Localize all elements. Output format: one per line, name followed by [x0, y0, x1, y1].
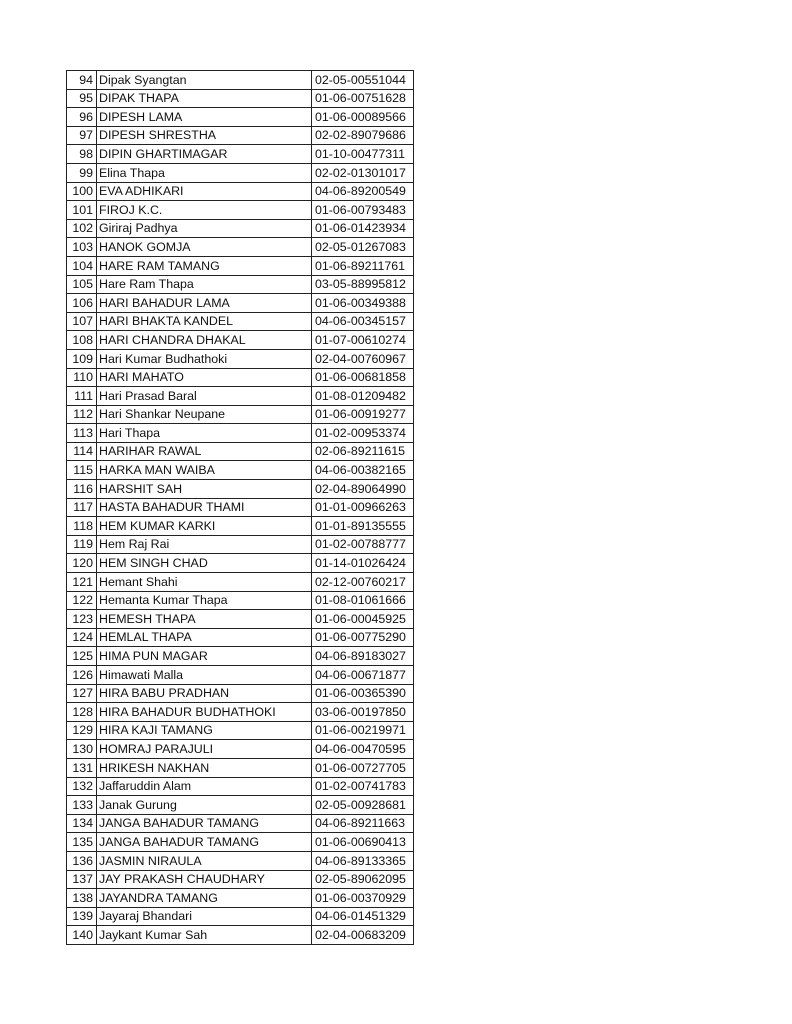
row-number: 132 [67, 777, 97, 796]
row-code: 04-06-89183027 [312, 647, 414, 666]
row-number: 128 [67, 703, 97, 722]
row-number: 103 [67, 238, 97, 257]
row-number: 106 [67, 294, 97, 313]
table-row [67, 926, 414, 945]
row-code: 03-05-88995812 [312, 275, 414, 294]
row-code: 04-06-00382165 [312, 461, 414, 480]
row-name: Jayaraj Bhandari [97, 907, 312, 926]
row-name: HEMESH THAPA [97, 610, 312, 629]
row-number: 116 [67, 480, 97, 499]
row-name: Hemant Shahi [97, 573, 312, 592]
row-number: 118 [67, 517, 97, 536]
row-number: 110 [67, 368, 97, 387]
table-row [67, 387, 414, 406]
row-number: 122 [67, 591, 97, 610]
table-row [67, 721, 414, 740]
row-name: HARIHAR RAWAL [97, 442, 312, 461]
row-code: 01-06-00219971 [312, 721, 414, 740]
row-number: 133 [67, 796, 97, 815]
table-row [67, 163, 414, 182]
table-row [67, 368, 414, 387]
row-number: 111 [67, 387, 97, 406]
table-row [67, 573, 414, 592]
row-name: HIRA BAHADUR BUDHATHOKI [97, 703, 312, 722]
row-name: Hari Kumar Budhathoki [97, 349, 312, 368]
row-name: HARI MAHATO [97, 368, 312, 387]
row-number: 120 [67, 554, 97, 573]
table-row [67, 145, 414, 164]
row-name: JAY PRAKASH CHAUDHARY [97, 870, 312, 889]
row-name: HIRA KAJI TAMANG [97, 721, 312, 740]
row-number: 131 [67, 758, 97, 777]
table-row [67, 442, 414, 461]
row-code: 01-02-00741783 [312, 777, 414, 796]
table-row [67, 480, 414, 499]
row-name: JASMIN NIRAULA [97, 851, 312, 870]
row-name: Hem Raj Rai [97, 535, 312, 554]
table-row [67, 182, 414, 201]
table-row [67, 647, 414, 666]
row-code: 01-06-00793483 [312, 201, 414, 220]
row-code: 01-06-00690413 [312, 833, 414, 852]
row-code: 01-06-01423934 [312, 219, 414, 238]
row-name: HRIKESH NAKHAN [97, 758, 312, 777]
table-row [67, 517, 414, 536]
row-code: 01-06-00751628 [312, 89, 414, 108]
table-row [67, 238, 414, 257]
row-name: Hari Prasad Baral [97, 387, 312, 406]
row-code: 04-06-89200549 [312, 182, 414, 201]
row-code: 02-04-00683209 [312, 926, 414, 945]
table-row [67, 312, 414, 331]
row-name: HOMRAJ PARAJULI [97, 740, 312, 759]
row-name: Elina Thapa [97, 163, 312, 182]
row-number: 115 [67, 461, 97, 480]
row-code: 02-05-00551044 [312, 71, 414, 90]
row-number: 105 [67, 275, 97, 294]
row-number: 130 [67, 740, 97, 759]
row-name: HARKA MAN WAIBA [97, 461, 312, 480]
row-name: FIROJ K.C. [97, 201, 312, 220]
row-number: 109 [67, 349, 97, 368]
table-row [67, 740, 414, 759]
row-name: DIPESH LAMA [97, 108, 312, 127]
row-name: Jaffaruddin Alam [97, 777, 312, 796]
table-row [67, 703, 414, 722]
table-row [67, 108, 414, 127]
row-name: DIPESH SHRESTHA [97, 126, 312, 145]
row-code: 02-02-01301017 [312, 163, 414, 182]
row-number: 135 [67, 833, 97, 852]
row-code: 01-08-01209482 [312, 387, 414, 406]
table-row [67, 666, 414, 685]
row-code: 02-12-00760217 [312, 573, 414, 592]
records-table [66, 70, 414, 945]
table-row [67, 628, 414, 647]
table-row [67, 219, 414, 238]
row-number: 95 [67, 89, 97, 108]
row-code: 04-06-89133365 [312, 851, 414, 870]
row-name: HEMLAL THAPA [97, 628, 312, 647]
table-row [67, 349, 414, 368]
row-name: HARI BAHADUR LAMA [97, 294, 312, 313]
row-number: 96 [67, 108, 97, 127]
row-code: 01-06-00727705 [312, 758, 414, 777]
row-code: 01-07-00610274 [312, 331, 414, 350]
row-number: 98 [67, 145, 97, 164]
row-number: 94 [67, 71, 97, 90]
row-code: 01-06-00349388 [312, 294, 414, 313]
row-name: DIPIN GHARTIMAGAR [97, 145, 312, 164]
row-code: 04-06-00345157 [312, 312, 414, 331]
table-row [67, 256, 414, 275]
row-code: 02-02-89079686 [312, 126, 414, 145]
row-name: Janak Gurung [97, 796, 312, 815]
row-number: 137 [67, 870, 97, 889]
row-name: HIMA PUN MAGAR [97, 647, 312, 666]
table-row [67, 275, 414, 294]
row-name: JAYANDRA TAMANG [97, 889, 312, 908]
table-row [67, 889, 414, 908]
row-number: 114 [67, 442, 97, 461]
row-number: 117 [67, 498, 97, 517]
row-number: 101 [67, 201, 97, 220]
row-code: 03-06-00197850 [312, 703, 414, 722]
row-name: HIRA BABU PRADHAN [97, 684, 312, 703]
table-row [67, 796, 414, 815]
table-row [67, 591, 414, 610]
row-number: 113 [67, 424, 97, 443]
row-code: 02-05-89062095 [312, 870, 414, 889]
row-number: 136 [67, 851, 97, 870]
row-number: 125 [67, 647, 97, 666]
table-row [67, 907, 414, 926]
row-name: Jaykant Kumar Sah [97, 926, 312, 945]
row-number: 127 [67, 684, 97, 703]
row-name: HEM SINGH CHAD [97, 554, 312, 573]
table-row [67, 684, 414, 703]
row-number: 107 [67, 312, 97, 331]
row-number: 138 [67, 889, 97, 908]
row-number: 97 [67, 126, 97, 145]
row-code: 01-06-00045925 [312, 610, 414, 629]
row-name: EVA ADHIKARI [97, 182, 312, 201]
row-code: 04-06-89211663 [312, 814, 414, 833]
row-name: HARI CHANDRA DHAKAL [97, 331, 312, 350]
row-code: 02-04-00760967 [312, 349, 414, 368]
row-name: JANGA BAHADUR TAMANG [97, 814, 312, 833]
row-code: 01-01-00966263 [312, 498, 414, 517]
row-code: 01-06-00775290 [312, 628, 414, 647]
row-number: 102 [67, 219, 97, 238]
row-code: 01-06-00365390 [312, 684, 414, 703]
row-code: 01-14-01026424 [312, 554, 414, 573]
row-number: 124 [67, 628, 97, 647]
row-code: 01-02-00788777 [312, 535, 414, 554]
row-code: 01-06-00919277 [312, 405, 414, 424]
row-name: HARE RAM TAMANG [97, 256, 312, 275]
row-name: Hari Thapa [97, 424, 312, 443]
row-code: 01-02-00953374 [312, 424, 414, 443]
table-row [67, 535, 414, 554]
table-row [67, 758, 414, 777]
table-row [67, 201, 414, 220]
row-number: 129 [67, 721, 97, 740]
row-number: 119 [67, 535, 97, 554]
row-code: 04-06-00470595 [312, 740, 414, 759]
row-code: 04-06-01451329 [312, 907, 414, 926]
table-row [67, 851, 414, 870]
row-name: Dipak Syangtan [97, 71, 312, 90]
row-name: Himawati Malla [97, 666, 312, 685]
row-number: 139 [67, 907, 97, 926]
table-row [67, 833, 414, 852]
row-name: Hemanta Kumar Thapa [97, 591, 312, 610]
row-name: HASTA BAHADUR THAMI [97, 498, 312, 517]
row-name: HARI BHAKTA KANDEL [97, 312, 312, 331]
row-code: 02-04-89064990 [312, 480, 414, 499]
row-code: 04-06-00671877 [312, 666, 414, 685]
table-row [67, 814, 414, 833]
row-name: HEM KUMAR KARKI [97, 517, 312, 536]
table-row [67, 71, 414, 90]
row-code: 01-06-00370929 [312, 889, 414, 908]
row-name: Hare Ram Thapa [97, 275, 312, 294]
row-code: 01-08-01061666 [312, 591, 414, 610]
row-name: HANOK GOMJA [97, 238, 312, 257]
row-code: 01-06-00089566 [312, 108, 414, 127]
table-row [67, 498, 414, 517]
row-number: 134 [67, 814, 97, 833]
table-row [67, 461, 414, 480]
row-code: 01-01-89135555 [312, 517, 414, 536]
row-number: 99 [67, 163, 97, 182]
records-table-body [67, 71, 414, 945]
row-code: 02-06-89211615 [312, 442, 414, 461]
table-row [67, 126, 414, 145]
row-name: DIPAK THAPA [97, 89, 312, 108]
row-name: JANGA BAHADUR TAMANG [97, 833, 312, 852]
row-number: 108 [67, 331, 97, 350]
table-row [67, 870, 414, 889]
row-name: Hari Shankar Neupane [97, 405, 312, 424]
row-code: 02-05-00928681 [312, 796, 414, 815]
table-row [67, 554, 414, 573]
table-row [67, 89, 414, 108]
row-name: Giriraj Padhya [97, 219, 312, 238]
row-number: 140 [67, 926, 97, 945]
row-code: 01-06-00681858 [312, 368, 414, 387]
table-row [67, 331, 414, 350]
table-row [67, 405, 414, 424]
row-code: 01-10-00477311 [312, 145, 414, 164]
row-number: 126 [67, 666, 97, 685]
row-name: HARSHIT SAH [97, 480, 312, 499]
row-number: 104 [67, 256, 97, 275]
row-number: 123 [67, 610, 97, 629]
table-row [67, 610, 414, 629]
row-number: 121 [67, 573, 97, 592]
row-code: 02-05-01267083 [312, 238, 414, 257]
table-row [67, 777, 414, 796]
row-number: 100 [67, 182, 97, 201]
row-number: 112 [67, 405, 97, 424]
table-row [67, 294, 414, 313]
table-row [67, 424, 414, 443]
row-code: 01-06-89211761 [312, 256, 414, 275]
